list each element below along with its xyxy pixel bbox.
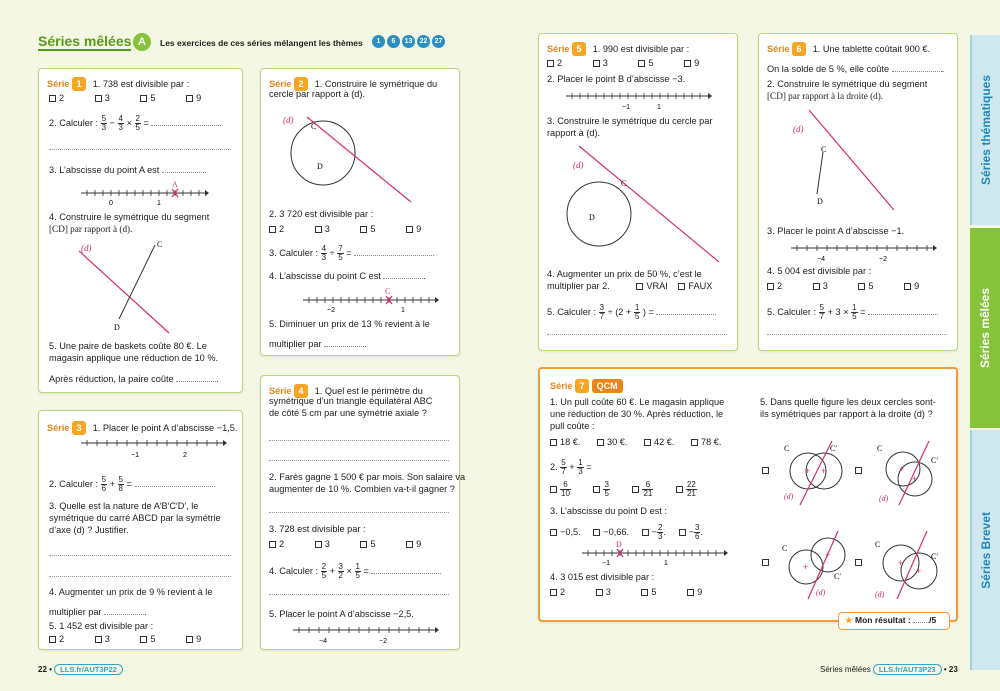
svg-text:C: C xyxy=(385,287,391,296)
serie-label: Série xyxy=(547,44,570,54)
svg-text:C′: C′ xyxy=(931,552,939,561)
question-text: 3. 728 est divisible par : xyxy=(269,524,366,534)
checkbox-option[interactable]: 3 xyxy=(315,224,330,234)
question-text: augmenter de 10 %. Combien va-t-il gagner ? xyxy=(269,484,455,494)
question-text: 2. 3 720 est divisible par : xyxy=(269,209,374,219)
svg-text:+: + xyxy=(916,566,922,576)
answer-blank[interactable] xyxy=(354,248,434,256)
tick-label: 1 xyxy=(157,200,161,207)
question-text: 5. Une paire de baskets coûte 80 €. Le xyxy=(49,341,207,351)
svg-text:+: + xyxy=(805,466,811,476)
svg-text:−1: −1 xyxy=(131,452,139,459)
answer-blank[interactable] xyxy=(371,566,441,574)
geometry-figure xyxy=(549,144,729,264)
serie-1-card: Série 1 1. 738 est divisible par : 2 3 5 9 2. Calculer : $\frac{5}{3}$ − $\frac{4}{3}$ × $\frac{2}{5}$ = 3. L’abscisse du point A est . A 0 1 4. Construire le symétrique du segment [CD] par rapport à (d). (d) C D 5. Une paire de baskets coûte 80 €. Le magasin applique une réduction de 10 %. Après réduction, la paire coûte . xyxy=(38,68,243,393)
answer-blank[interactable] xyxy=(135,479,215,487)
figure-option-c[interactable] xyxy=(762,529,857,601)
checkbox-option[interactable]: 2 xyxy=(49,93,64,103)
answer-blank[interactable] xyxy=(892,64,942,72)
geometry-figure xyxy=(69,237,209,337)
number-line xyxy=(789,238,939,264)
svg-text:(d): (d) xyxy=(879,494,889,503)
question-text: multiplier par xyxy=(49,607,102,617)
answer-line[interactable] xyxy=(49,555,231,556)
answer-line[interactable] xyxy=(269,594,449,595)
answer-blank[interactable] xyxy=(868,307,938,315)
checkbox-option[interactable]: 9 xyxy=(687,587,702,597)
svg-text:−4: −4 xyxy=(319,638,327,645)
question-text: une réduction de 30 %. Après réduction, le xyxy=(550,409,724,419)
geometry-figure xyxy=(271,107,451,207)
serie-6-card: Série 6 1. Une tablette coûtait 900 €. On la solde de 5 %, elle coûte . 2. Construire le symétrique du segment [CD] par rapport à la droite (d). (d) C D 3. Placer le point A d’abscisse −1. −4 −2 4. 5 004 est divisible par : 2 3 5 9 5. Calculer : $\frac{5}{7}$ + 3 × $\frac{1}{5}$ = xyxy=(758,33,958,351)
checkbox-option[interactable]: − $\frac{3}{6}$ . xyxy=(679,527,703,537)
question-text: 4. Construire le symétrique du segment xyxy=(49,212,210,222)
checkbox-option[interactable]: 9 xyxy=(904,281,919,291)
svg-text:(d): (d) xyxy=(816,588,826,597)
question-text: 3. Quelle est la nature de A′B′C′D′, le xyxy=(49,501,199,511)
star-icon: ★ xyxy=(845,615,853,625)
svg-text:−2: −2 xyxy=(327,307,335,314)
question-text: 2. Farès gagne 1 500 € par mois. Son salaire va xyxy=(269,472,466,482)
number-line xyxy=(79,433,229,461)
svg-text:+: + xyxy=(825,550,831,560)
question-text: multiplier par 2. xyxy=(547,281,610,291)
answer-line[interactable] xyxy=(49,576,231,577)
checkbox-option[interactable]: 9 xyxy=(186,634,201,644)
question-text: pull coûte : xyxy=(550,421,595,431)
serie-number: 6 xyxy=(792,42,806,56)
theme-chip[interactable]: 1 xyxy=(372,35,385,48)
checkbox-option[interactable]: 2 xyxy=(550,587,565,597)
fraction: $\frac{1}{5}$ xyxy=(355,562,360,580)
question-text: 2. Calculer : xyxy=(49,478,99,489)
fraction: $\frac{4}{3}$ xyxy=(118,114,123,132)
svg-text:C: C xyxy=(875,540,881,549)
question-text: rapport à (d). xyxy=(547,128,601,138)
svg-text:+: + xyxy=(821,466,827,476)
answer-blank[interactable] xyxy=(176,374,216,382)
lls-link[interactable]: LLS.fr/AUT3P23 xyxy=(873,664,942,675)
serie-4-card: Série 4 1. Quel est le périmètre du symétrique d’un triangle équilatéral ABC de côté 5 cm par une symétrie axiale ? 2. Farès gagne 1 500 € par mois. Son salaire va augmenter de 10 %. Combien va-t-il gagner ? 3. 728 est divisible par : 2 3 5 9 4. Calculer : $\frac{2}{5}$ + $\frac{3}{2}$ × $\frac{1}{5}$ = 5. Placer le point A d’abscisse −2,5. −4 −2 xyxy=(260,375,460,650)
checkbox-option[interactable]: 5 xyxy=(140,634,155,644)
question-text: 1. Une tablette coûtait 900 €. xyxy=(812,44,931,54)
checkbox-option[interactable]: 3 xyxy=(593,58,608,68)
question-text: 4. Calculer : xyxy=(269,565,319,576)
answer-line[interactable] xyxy=(49,149,231,150)
line-label: (d) xyxy=(81,243,92,253)
svg-text:+: + xyxy=(803,562,809,572)
checkbox-option[interactable]: −0,66. xyxy=(593,527,629,537)
theme-chip[interactable]: 22 xyxy=(417,35,430,48)
question-text: 4. L’abscisse du point C est xyxy=(269,271,381,281)
question-text: symétrique du carré ABCD par la symétrie xyxy=(49,513,221,523)
question-text: 5. Calculer : xyxy=(767,306,817,317)
fraction: $\frac{5}{7}$ xyxy=(819,303,825,321)
answer-line[interactable] xyxy=(547,334,727,335)
page-header xyxy=(38,33,478,53)
question-text: 3. L’abscisse du point A est xyxy=(49,165,160,175)
svg-text:+: + xyxy=(898,558,904,568)
page-number: • 23 xyxy=(943,665,958,674)
answer-blank[interactable] xyxy=(151,118,221,126)
tab-label: Séries mêlées xyxy=(978,287,992,369)
answer-blank[interactable] xyxy=(383,271,423,279)
theme-chip[interactable]: 6 xyxy=(387,35,400,48)
fraction: $\frac{4}{3}$ xyxy=(321,244,327,262)
question-text: 4. Augmenter un prix de 50 %, c’est le xyxy=(547,269,702,279)
question-text: 1. Un pull coûte 60 €. Le magasin applique xyxy=(550,397,725,407)
fraction: $\frac{1}{5}$ xyxy=(852,303,857,321)
checkbox-option[interactable]: 3 xyxy=(813,281,828,291)
answer-line[interactable] xyxy=(269,512,449,513)
number-line xyxy=(301,284,441,314)
question-text: On la solde de 5 %, elle coûte xyxy=(767,64,890,74)
serie-label: Série xyxy=(269,386,292,396)
tab-label: Séries thématiques xyxy=(979,74,993,186)
tick-label: 0 xyxy=(109,200,113,207)
number-line xyxy=(291,620,441,646)
lls-link[interactable]: LLS.fr/AUT3P22 xyxy=(54,664,123,675)
geometry-figure xyxy=(769,106,949,216)
question-text: 1. Construire le symétrique du xyxy=(314,79,438,89)
serie-number: 2 xyxy=(294,77,308,91)
question-text: multiplier par xyxy=(269,339,322,349)
svg-text:+: + xyxy=(899,464,905,474)
svg-text:C: C xyxy=(311,122,317,131)
serie-3-card: Série 3 1. Placer le point A d’abscisse −1,5. −1 2 2. Calculer : $\frac{5}{6}$ + $\frac{5}{8}$ = 3. Quelle est la nature de A′B′C′D′, le symétrique du carré ABCD par la symétrie d’axe (d) ? Justifier. 4. Augmenter un prix de 9 % revient à le multiplier par . 5. 1 452 est divisible par : 2 3 5 9 xyxy=(38,410,243,650)
serie-number: 3 xyxy=(72,421,86,435)
svg-text:1: 1 xyxy=(664,560,668,567)
fraction: $\frac{5}{6}$ xyxy=(101,475,107,493)
checkbox-option[interactable]: 3 xyxy=(95,93,110,103)
question-text: 3. Placer le point A d’abscisse −1. xyxy=(767,226,905,236)
fraction: $\frac{5}{3}$ xyxy=(101,114,107,132)
svg-text:D: D xyxy=(114,323,120,332)
checkbox-option[interactable]: 78 €. xyxy=(691,437,721,447)
serie-5-card: Série 5 1. 990 est divisible par : 2 3 5 9 2. Placer le point B d’abscisse −3. −1 1 3. Construire le symétrique du cercle par rapport à (d). (d) C D 4. Augmenter un prix de 50 %, c’est le multiplier par 2. VRAI FAUX 5. Calculer : $\frac{3}{7}$ ÷ (2 + $\frac{1}{5}$ ) = xyxy=(538,33,738,351)
checkbox-option[interactable]: 5 xyxy=(360,224,375,234)
question-text: 2. xyxy=(550,461,558,472)
number-line xyxy=(79,179,209,207)
question-text: 5. Diminuer un prix de 13 % revient à le xyxy=(269,319,430,329)
answer-blank[interactable] xyxy=(104,607,144,615)
serie-number: 7 xyxy=(575,379,589,393)
question-text: 5. Dans quelle figure les deux cercles sont- xyxy=(760,397,936,407)
svg-text:D: D xyxy=(317,162,323,171)
svg-text:(d): (d) xyxy=(875,590,885,599)
checkbox-option[interactable]: 2 xyxy=(269,539,284,549)
question-text: cercle par rapport à (d). xyxy=(269,89,365,99)
question-text: 3. L’abscisse du point D est : xyxy=(550,506,667,516)
svg-text:1: 1 xyxy=(657,104,661,111)
tab-series-brevet[interactable] xyxy=(970,430,1000,670)
checkbox-option[interactable]: 2 xyxy=(767,281,782,291)
serie-number: 5 xyxy=(572,42,586,56)
checkbox-option[interactable]: $\frac{6}{21}$ xyxy=(632,484,653,494)
fraction: $\frac{5}{8}$ xyxy=(118,475,123,493)
answer-blank[interactable] xyxy=(324,339,364,347)
question-text: 5. 1 452 est divisible par : xyxy=(49,621,154,631)
page-number: 22 • xyxy=(38,665,52,674)
checkbox-option[interactable]: 9 xyxy=(406,224,421,234)
question-text: symétrique d’un triangle équilatéral ABC xyxy=(269,396,433,406)
checkbox-option[interactable]: 3 xyxy=(596,587,611,597)
checkbox-option[interactable]: 5 xyxy=(140,93,155,103)
question-text: magasin applique une réduction de 10 %. xyxy=(49,353,219,363)
svg-text:−2: −2 xyxy=(879,256,887,263)
answer-line[interactable] xyxy=(767,334,947,335)
checkbox-option[interactable]: 5 xyxy=(858,281,873,291)
svg-text:−2: −2 xyxy=(379,638,387,645)
svg-text:D: D xyxy=(817,197,823,206)
question-text: 5. Placer le point A d’abscisse −2,5. xyxy=(269,609,414,619)
question-text: 3. Construire le symétrique du cercle par xyxy=(547,116,713,126)
checkbox-option[interactable]: 3 xyxy=(95,634,110,644)
checkbox-faux[interactable]: FAUX xyxy=(678,281,712,291)
answer-line[interactable] xyxy=(269,440,449,441)
svg-text:C: C xyxy=(821,145,827,154)
header-subtitle: Les exercices de ces séries mélangent les thèmes xyxy=(160,38,363,48)
checkbox-option[interactable]: 9 xyxy=(186,93,201,103)
checkbox-option[interactable]: −0,5. xyxy=(550,527,581,537)
checkbox-option[interactable]: − $\frac{2}{3}$ . xyxy=(642,527,666,537)
question-text: 2. Calculer : xyxy=(49,117,99,128)
svg-text:C: C xyxy=(621,179,627,188)
checkbox-option[interactable]: 30 €. xyxy=(597,437,627,447)
point-label: A xyxy=(172,180,178,189)
checkbox-vrai[interactable]: VRAI xyxy=(636,281,667,291)
question-text: 5. Calculer : xyxy=(547,306,597,317)
qcm-badge: QCM xyxy=(592,379,623,393)
checkbox-option[interactable]: 2 xyxy=(269,224,284,234)
question-text: 4. 5 004 est divisible par : xyxy=(767,266,872,276)
svg-text:2: 2 xyxy=(183,452,187,459)
result-box xyxy=(838,612,950,630)
checkbox-option[interactable]: 3 xyxy=(315,539,330,549)
svg-text:−4: −4 xyxy=(817,256,825,263)
svg-text:D: D xyxy=(589,213,595,222)
checkbox-option[interactable]: 5 xyxy=(641,587,656,597)
serie-label: Série xyxy=(767,44,790,54)
question-text: ils symétriques par rapport à la droite (d) ? xyxy=(760,409,933,419)
checkbox-option[interactable]: $\frac{3}{5}$ xyxy=(593,484,609,494)
question-text: 1. Placer le point A d’abscisse −1,5. xyxy=(92,423,238,433)
page-title: Séries mêlées xyxy=(38,33,132,49)
svg-text:C: C xyxy=(782,544,788,553)
svg-text:+: + xyxy=(912,474,918,484)
serie-label: Série xyxy=(47,423,70,433)
svg-text:(d): (d) xyxy=(793,124,804,134)
checkbox-option[interactable]: $\frac{6}{10}$ xyxy=(550,484,571,494)
question-text: Après réduction, la paire coûte xyxy=(49,374,174,384)
fraction: $\frac{7}{5}$ xyxy=(338,244,343,262)
number-line xyxy=(564,86,714,112)
fraction: $\frac{2}{5}$ xyxy=(135,114,140,132)
answer-line[interactable] xyxy=(269,460,449,461)
theme-chip[interactable]: 27 xyxy=(432,35,445,48)
question-text: d’axe (d) ? Justifier. xyxy=(49,525,129,535)
theme-chip[interactable]: 13 xyxy=(402,35,415,48)
serie-label: Série xyxy=(269,79,292,89)
svg-text:C: C xyxy=(877,444,883,453)
footer-left xyxy=(38,664,123,675)
question-text: 2. Construire le symétrique du segment xyxy=(767,79,928,89)
svg-text:−1: −1 xyxy=(622,104,630,111)
question-text: 1. Quel est le périmètre du xyxy=(314,386,423,396)
checkbox-option[interactable]: 5 xyxy=(638,58,653,68)
svg-text:D: D xyxy=(616,540,622,549)
serie-number: 4 xyxy=(294,384,308,398)
svg-text:C: C xyxy=(157,240,163,249)
checkbox-option[interactable]: 2 xyxy=(49,634,64,644)
question-text: 1. 738 est divisible par : xyxy=(92,79,190,89)
question-text: 1. 990 est divisible par : xyxy=(592,44,690,54)
fraction: $\frac{3}{7}$ xyxy=(599,303,605,321)
tab-label: Séries Brevet xyxy=(979,511,993,589)
fraction: $\frac{2}{5}$ xyxy=(321,562,327,580)
svg-text:(d): (d) xyxy=(784,492,794,501)
checkbox-option[interactable]: 9 xyxy=(684,58,699,68)
question-text: 2. Placer le point B d’abscisse −3. xyxy=(547,74,686,84)
serie-7-qcm-card: Série 7 QCM 1. Un pull coûte 60 €. Le magasin applique une réduction de 30 %. Après réduction, le pull coûte : 18 €. 30 €. 42 €. 78 €. 2. $\frac{5}{7}$ + $\frac{1}{3}$ = $\frac{6}{10}$ $\frac{3}{5}$ $\frac{6}{21}$ $\frac{22}{21}$ 3. L’abscisse du point D est : −0,5. −0,66. − $\frac{2}{3}$ . − $\frac{3}{6}$ . D −1 1 4. 3 015 est divisible par : 2 3 5 9 5. Dans quelle figure les deux cercles sont- ils symétriques par rapport à la droite (d) ? C C′ (d) + + C C′ (d) + + C C′ (d) + + C C′ (d) + + xyxy=(538,367,958,622)
figure-option-b[interactable] xyxy=(855,439,950,509)
question-text: 4. Augmenter un prix de 9 % revient à le xyxy=(49,587,213,597)
tab-series-thematiques[interactable] xyxy=(970,35,1000,225)
svg-text:C′: C′ xyxy=(830,444,838,453)
svg-text:C: C xyxy=(784,444,790,453)
question-text: 4. 3 015 est divisible par : xyxy=(550,572,655,582)
tab-series-melees[interactable] xyxy=(970,228,1000,428)
serie-number: 1 xyxy=(72,77,86,91)
question-text: [CD] par rapport à la droite (d). xyxy=(767,91,884,101)
svg-text:1: 1 xyxy=(401,307,405,314)
question-text: [CD] par rapport à (d). xyxy=(49,224,133,234)
result-score: /5 xyxy=(929,615,937,625)
fraction: $\frac{5}{7}$ xyxy=(561,458,566,476)
score-blank[interactable] xyxy=(913,615,929,623)
serie-2-card: Série 2 1. Construire le symétrique du cercle par rapport à (d). (d) C D 2. 3 720 est divisible par : 2 3 5 9 3. Calculer : $\frac{4}{3}$ ÷ $\frac{7}{5}$ = 4. L’abscisse du point C est . C −2 1 5. Diminuer un prix de 13 % revient à le multiplier par . xyxy=(260,68,460,356)
fraction: $\frac{3}{2}$ xyxy=(338,562,343,580)
checkbox-option[interactable]: 5 xyxy=(360,539,375,549)
svg-text:C′: C′ xyxy=(834,572,842,581)
theme-list xyxy=(370,35,445,48)
checkbox-option[interactable]: 42 €. xyxy=(644,437,674,447)
checkbox-option[interactable]: 18 €. xyxy=(550,437,580,447)
svg-text:C′: C′ xyxy=(931,456,939,465)
checkbox-option[interactable]: 9 xyxy=(406,539,421,549)
svg-text:−1: −1 xyxy=(602,560,610,567)
figure-option-d[interactable] xyxy=(855,529,950,601)
question-text: de côté 5 cm par une symétrie axiale ? xyxy=(269,408,427,418)
fraction: $\frac{1}{3}$ xyxy=(578,458,583,476)
serie-label: Série xyxy=(47,79,70,89)
header-badge: A xyxy=(133,33,151,51)
fraction: $\frac{1}{5}$ xyxy=(634,303,640,321)
answer-blank[interactable] xyxy=(656,307,716,315)
svg-text:(d): (d) xyxy=(283,115,294,125)
question-text: 3. Calculer : xyxy=(269,247,319,258)
checkbox-option[interactable]: $\frac{22}{21}$ xyxy=(676,484,697,494)
checkbox-option[interactable]: 2 xyxy=(547,58,562,68)
result-label: Mon résultat : xyxy=(855,615,911,625)
figure-option-a[interactable] xyxy=(762,439,857,509)
svg-text:(d): (d) xyxy=(573,160,584,170)
answer-blank[interactable] xyxy=(162,165,204,173)
serie-label: Série xyxy=(550,381,573,391)
number-line xyxy=(580,537,730,567)
footer-right xyxy=(820,664,958,675)
footer-section: Séries mêlées xyxy=(820,665,871,674)
